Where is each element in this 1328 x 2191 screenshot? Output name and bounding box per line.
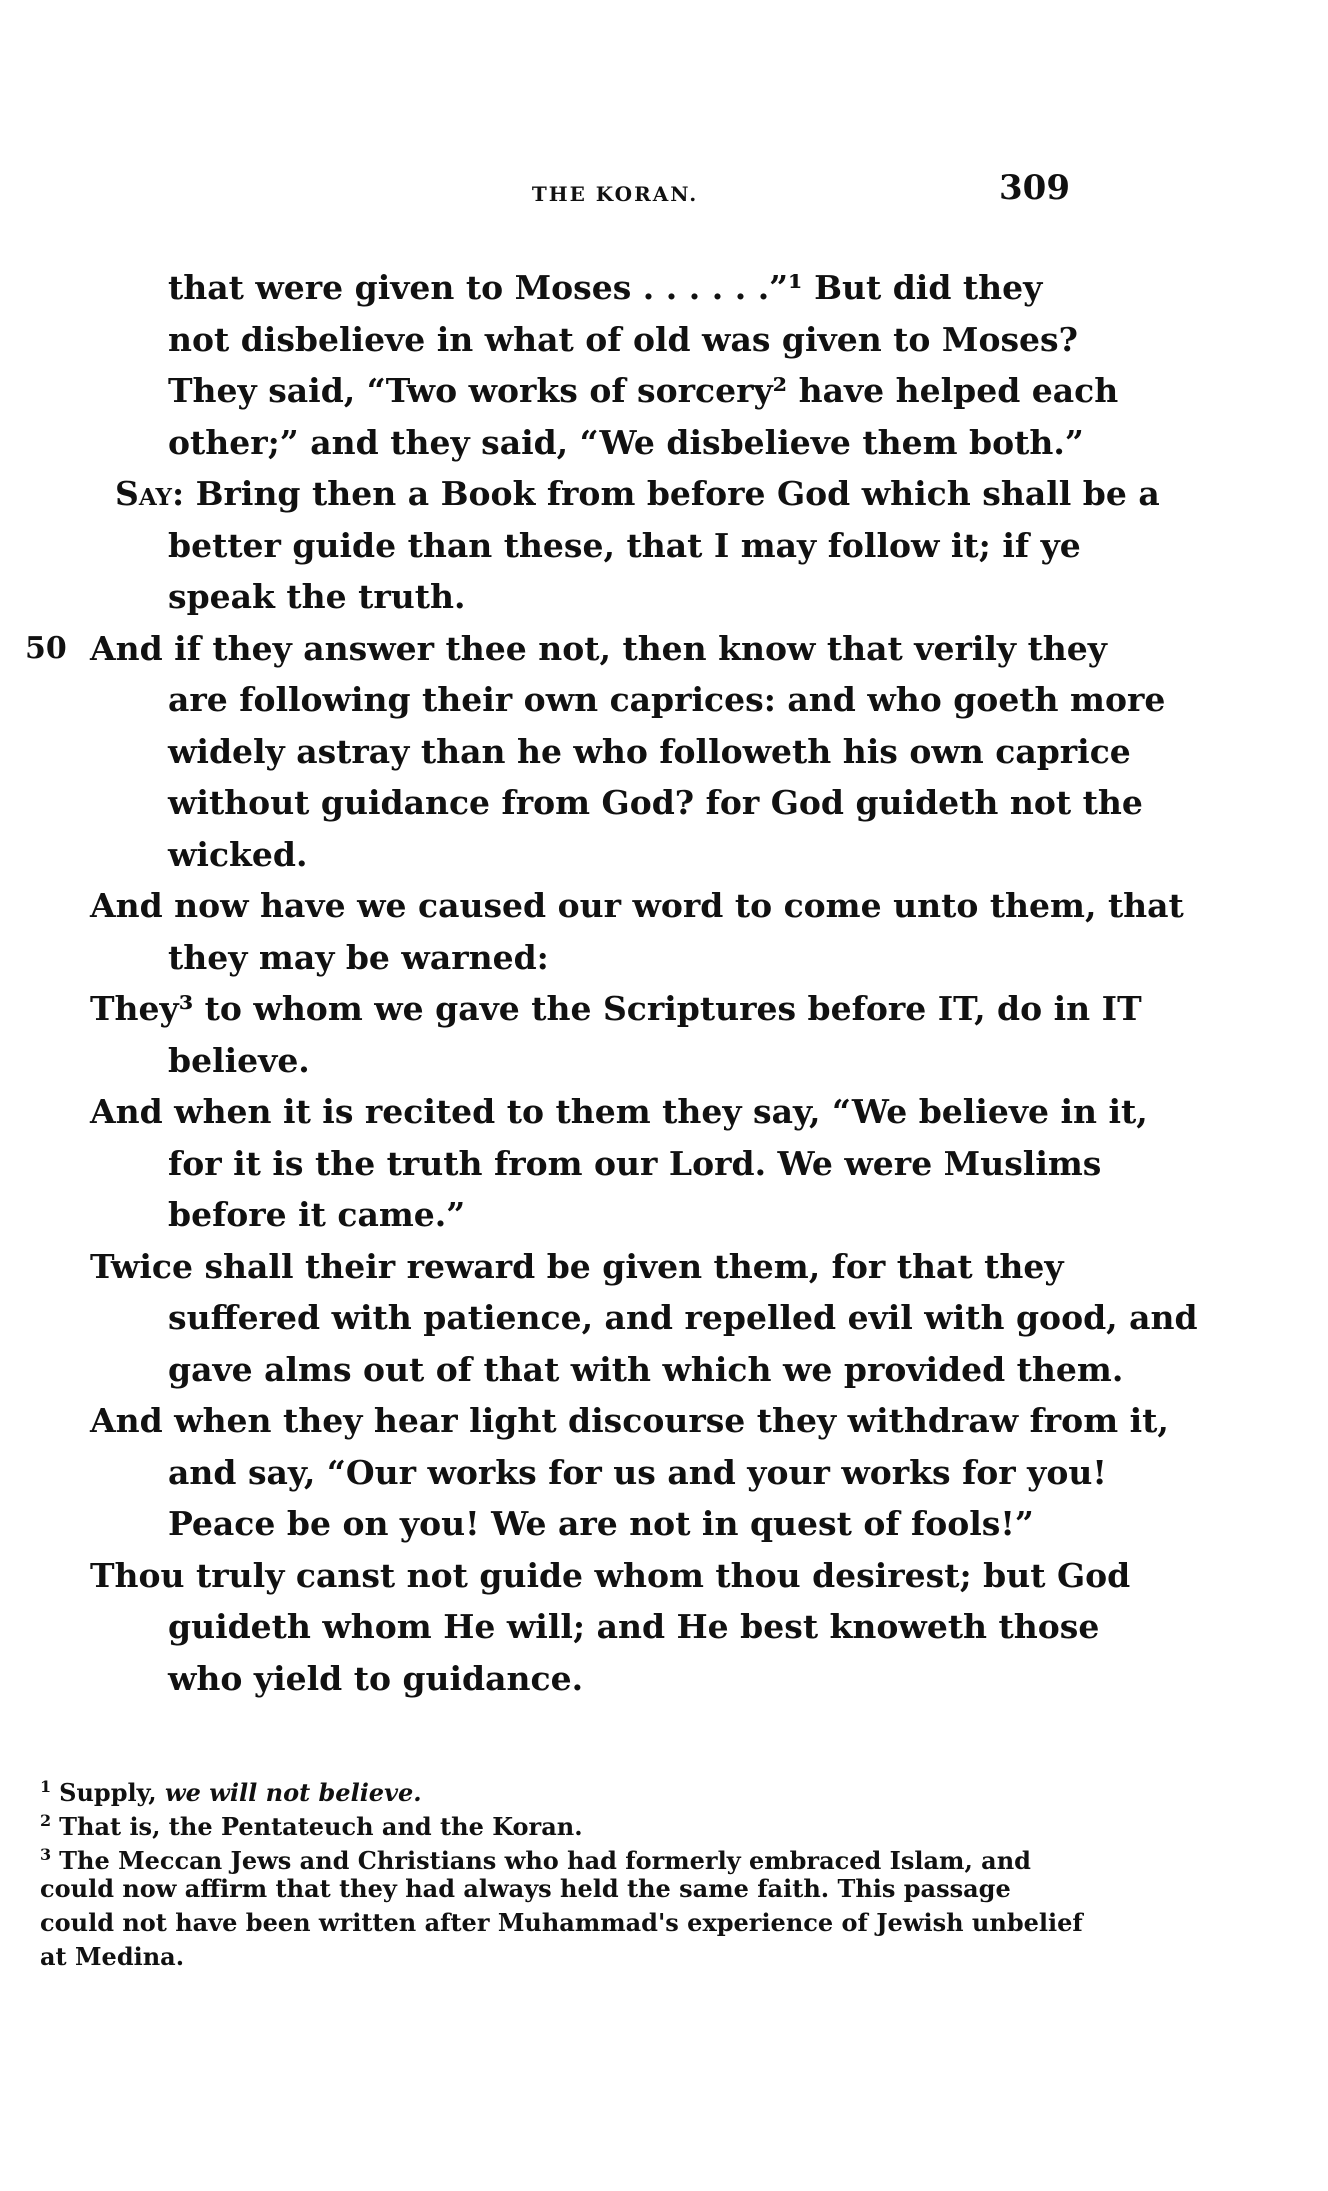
text-line-content: : Bring then a Book from before God which shall be a <box>171 474 1160 513</box>
verse-number: 50 <box>25 630 67 666</box>
say-label: Say <box>115 474 172 513</box>
text-line: speak the truth. <box>168 577 466 616</box>
text-line: believe. <box>168 1040 310 1080</box>
text-line: better guide than these, that I may follow it; if ye <box>168 525 1081 565</box>
text-line: And now have we caused our word to come unto them, that <box>90 886 1184 925</box>
text-line: not disbelieve in what of old was given to Moses? <box>168 319 1078 359</box>
text-line: widely astray than he who followeth his own caprice <box>168 731 1131 771</box>
body-text <box>25 262 1198 1704</box>
text-line: Thou truly canst not guide whom thou desirest; but God <box>90 1555 1131 1595</box>
footnote-text: Supply, <box>59 1778 157 1807</box>
text-line: They said, “Two works of sorcery² have helped each <box>168 371 1119 410</box>
text-line <box>90 468 1160 520</box>
text-line: other;” and they said, “We disbelieve them both.” <box>168 422 1084 462</box>
footnote-1 <box>40 1770 1080 1807</box>
footnote-3-line-4: at Medina. <box>40 1942 185 1971</box>
footnotes <box>40 1770 1083 1974</box>
text-line: suffered with patience, and repelled evil with good, and <box>168 1298 1198 1337</box>
footnote-text: That is, the Pentateuch and the Koran. <box>59 1812 583 1841</box>
text-line: And when it is recited to them they say, “We believe in it, <box>90 1092 1148 1131</box>
text-line: who yield to guidance. <box>168 1658 584 1698</box>
text-line: they may be warned: <box>168 937 549 977</box>
text-line: And when they hear light discourse they withdraw from it, <box>90 1401 1169 1440</box>
text-line: They³ to whom we gave the Scriptures before IT, do in IT <box>90 989 1142 1028</box>
text-line: that were given to Moses . . . . . .”¹ But did they <box>168 268 1043 307</box>
footnote-marker: 1 <box>40 1777 52 1796</box>
text-line: Twice shall their reward be given them, for that they <box>90 1246 1064 1286</box>
footnote-3-line-3: could not have been written after Muhammad's experience of Jewish unbelief <box>40 1908 1083 1937</box>
text-line: for it is the truth from our Lord. We were Muslims <box>168 1143 1102 1183</box>
footnote-italic: we will not believe. <box>164 1778 422 1807</box>
footnote-marker: 2 <box>40 1811 52 1830</box>
running-title: THE KORAN. <box>531 182 699 206</box>
footnote-3-line-2: could now affirm that they had always held the same faith. This passage <box>40 1874 1011 1903</box>
text-line: gave alms out of that with which we provided them. <box>168 1349 1124 1389</box>
text-line: guideth whom He will; and He best knoweth those <box>168 1607 1100 1646</box>
text-line: are following their own caprices: and who goeth more <box>168 680 1166 719</box>
footnote-text: The Meccan Jews and Christians who had formerly embraced Islam, and <box>59 1846 1031 1875</box>
page-number: 309 <box>999 168 1070 208</box>
page-header <box>160 168 1070 216</box>
text-line: without guidance from God? for God guideth not the <box>168 783 1143 822</box>
footnote-3-line-1 <box>40 1838 1080 1875</box>
text-line <box>25 623 1107 675</box>
footnote-marker: 3 <box>40 1845 52 1864</box>
text-line: before it came.” <box>168 1195 466 1234</box>
text-line: Peace be on you! We are not in quest of fools!” <box>168 1504 1034 1543</box>
text-line: and say, “Our works for us and your works for you! <box>168 1452 1107 1492</box>
text-line-content: And if they answer thee not, then know that verily they <box>90 628 1107 668</box>
text-line: wicked. <box>168 834 308 874</box>
footnote-2 <box>40 1804 1080 1841</box>
